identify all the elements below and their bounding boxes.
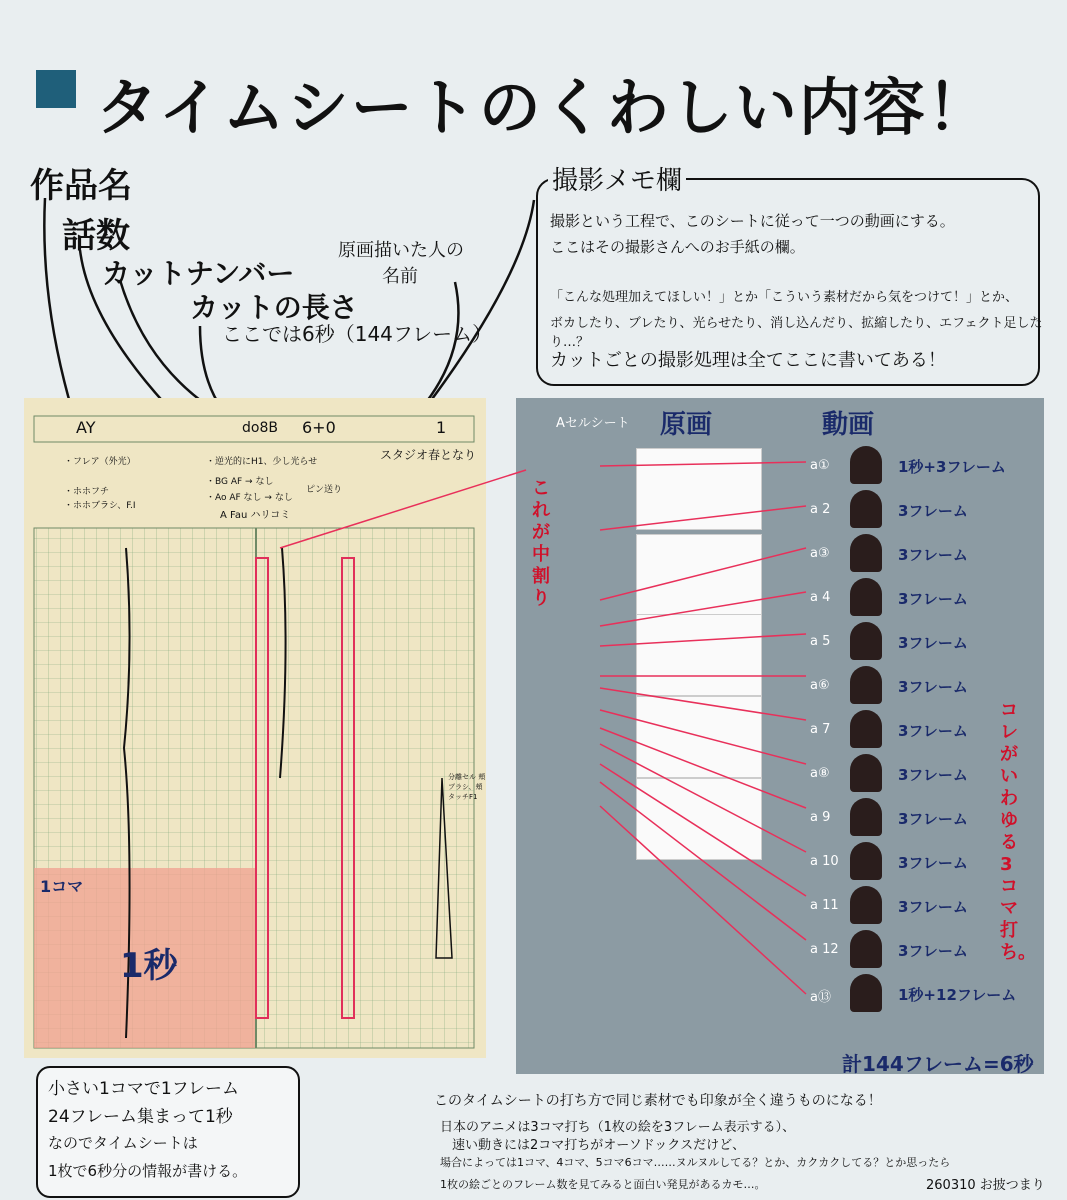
douga-row-duration: 3フレーム [898, 942, 968, 960]
douga-row-label: a 10 [810, 854, 839, 869]
sheet-note: ・Ao AF なし → なし [206, 493, 293, 503]
label-episode: 話数 [62, 216, 130, 256]
sheet-note: ・ホホフチ [64, 487, 110, 497]
memo-line: ここはその撮影さんへのお手紙の欄。 [550, 238, 805, 256]
douga-row-duration: 3フレーム [898, 502, 968, 520]
bottom-line: 速い動きには2コマ打ちがオーソドックスだけど、 [452, 1138, 746, 1153]
douga-row-duration: 3フレーム [898, 898, 968, 916]
label-cut-number: カットナンバー [102, 257, 295, 290]
total-label: 計144フレーム=6秒 [842, 1052, 1034, 1076]
douga-row-label: a⑬ [810, 990, 831, 1005]
douga-row-duration: 3フレーム [898, 678, 968, 696]
douga-row-label: a 11 [810, 898, 839, 913]
note-line: 小さい1コマで1フレーム [48, 1079, 239, 1099]
douga-figure [850, 622, 882, 660]
sheet-note: ・逆光的にH1、少し光らせ [206, 457, 318, 467]
douga-row-duration: 1秒+12フレーム [898, 986, 1017, 1004]
douga-heading: 動画 [822, 410, 875, 440]
douga-figure [850, 754, 882, 792]
douga-row-duration: 3フレーム [898, 854, 968, 872]
a-cel-sheet-label: Aセルシート [556, 416, 630, 431]
label-work-title: 作品名 [30, 166, 132, 206]
bottom-headline: このタイムシートの打ち方で同じ素材でも印象が全く違うものになる！ [434, 1093, 882, 1109]
sheet-note: ピン送り [306, 485, 343, 495]
memo-line: 撮影という工程で、このシートに従って一つの動画にする。 [550, 212, 955, 230]
three-koma-label: コレがいわゆる3コマ打ち。 [1000, 700, 1036, 963]
signature: 260310 お披つまり [926, 1178, 1045, 1193]
sheet-a-cel: A Fau ハリコミ [220, 510, 291, 521]
bottom-line: 日本のアニメは3コマ打ち（1枚の絵を3フレーム表示する）、 [440, 1120, 796, 1135]
douga-row-label: a⑥ [810, 678, 830, 693]
one-koma-label: 1コマ [40, 877, 84, 896]
douga-figure [850, 578, 882, 616]
douga-row-label: a 5 [810, 634, 831, 649]
label-animator-name-2: 名前 [382, 266, 418, 287]
douga-figure [850, 490, 882, 528]
sheet-cut-value: do8B [242, 420, 278, 436]
sheet-time-value: 6+0 [302, 418, 336, 437]
memo-line: カットごとの撮影処理は全てここに書いてある！ [550, 350, 946, 371]
douga-figure [850, 842, 882, 880]
sheet-note: ・ホホブラシ、F.I [64, 501, 136, 511]
douga-figure [850, 930, 882, 968]
memo-title: 撮影メモ欄 [548, 160, 686, 197]
douga-row-label: a 2 [810, 502, 831, 517]
bottom-line: 場合によっては1コマ、4コマ、5コマ6コマ……ヌルヌルしてる？とか、カクカクしてる？とか思ったら [440, 1156, 951, 1169]
douga-row-label: a③ [810, 546, 830, 561]
douga-row-label: a⑧ [810, 766, 830, 781]
douga-row-duration: 3フレーム [898, 810, 968, 828]
nakawari-label: これが中割り [532, 478, 550, 609]
label-animator-name-1: 原画描いた人の [338, 240, 464, 261]
sheet-note: ・BG AF → なし [206, 477, 274, 487]
bottom-line: 1枚の絵ごとのフレーム数を見てみると面白い発見があるカモ…。 [440, 1178, 766, 1191]
douga-figure [850, 534, 882, 572]
sheet-side-note: 分離セル 頬ブラシ、頬タッチF1 [448, 773, 486, 801]
douga-row-duration: 1秒+3フレーム [898, 458, 1006, 476]
douga-row-label: a 7 [810, 722, 831, 737]
note-line: 24フレーム集まって1秒 [48, 1107, 233, 1127]
sheet-title-value: AY [76, 418, 96, 437]
sheet-note: ・フレア（外光） [64, 457, 136, 467]
douga-row-duration: 3フレーム [898, 590, 968, 608]
one-sec-label: 1秒 [120, 946, 178, 986]
douga-row-duration: 3フレーム [898, 634, 968, 652]
douga-row-label: a 12 [810, 942, 839, 957]
douga-row-label: a① [810, 458, 830, 473]
memo-line: ボカしたり、ブレたり、光らせたり、消し込んだり、拡縮したり、エフェクト足したり…？ [550, 316, 1043, 350]
note-line: 1枚で6秒分の情報が書ける。 [48, 1162, 248, 1180]
douga-row-duration: 3フレーム [898, 546, 968, 564]
douga-row-label: a 4 [810, 590, 831, 605]
douga-row-label: a 9 [810, 810, 831, 825]
douga-figure [850, 798, 882, 836]
genga-heading: 原画 [660, 410, 713, 440]
label-cut-length-note: ここでは6秒（144フレーム） [222, 322, 493, 346]
douga-figure [850, 974, 882, 1012]
memo-line: 「こんな処理加えてほしい！」とか「こういう素材だから気をつけて！」とか、 [550, 290, 1019, 305]
douga-row-duration: 3フレーム [898, 766, 968, 784]
sheet-sheet-value: 1 [436, 418, 447, 437]
douga-figure [850, 666, 882, 704]
note-line: なのでタイムシートは [48, 1134, 198, 1152]
douga-figure [850, 886, 882, 924]
douga-figure [850, 710, 882, 748]
sheet-studio: スタジオ春となり [380, 448, 477, 462]
page-title: タイムシートのくわしい内容！ [96, 71, 991, 144]
label-cut-length: カットの長さ [190, 291, 358, 324]
douga-figure [850, 446, 882, 484]
douga-row-duration: 3フレーム [898, 722, 968, 740]
